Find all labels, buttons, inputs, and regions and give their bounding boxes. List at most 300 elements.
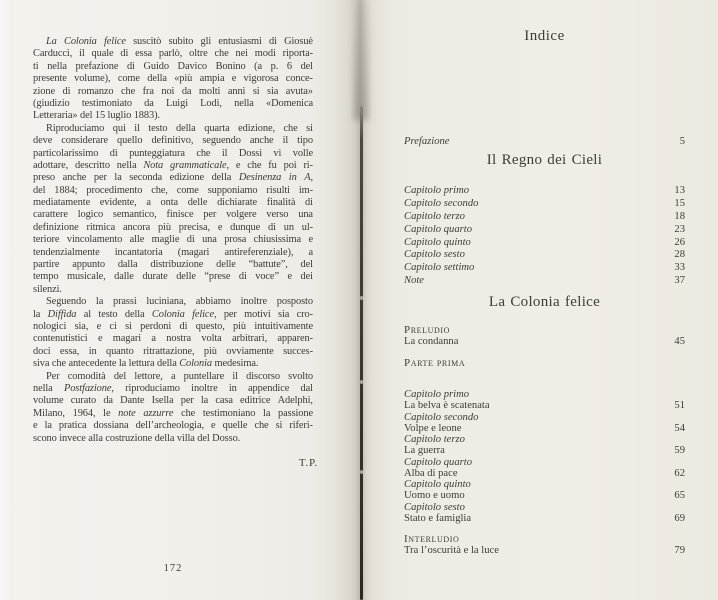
text-run: preso [33, 172, 56, 184]
text-run: di [268, 221, 276, 233]
text-run: quello [117, 135, 143, 147]
word [33, 247, 100, 259]
text-run: ovviamente [226, 345, 274, 357]
page-number: 23 [674, 223, 685, 235]
word [146, 197, 151, 209]
text-run: La [46, 36, 57, 47]
text-run: Letteraria» del 15 luglio 1883). [33, 110, 160, 122]
word [289, 420, 313, 432]
word [204, 123, 229, 135]
text-run: passione [278, 407, 313, 419]
word [239, 148, 262, 160]
word [255, 48, 276, 60]
toc-group [404, 457, 685, 479]
text-run: vi [273, 147, 282, 159]
text-run: questo, [195, 320, 225, 332]
text-run: di [109, 147, 118, 159]
text-run: presente [33, 73, 67, 85]
text-run: di [120, 48, 129, 60]
paragraph-line [33, 73, 313, 85]
text-run: nella [116, 159, 137, 171]
word [166, 98, 188, 110]
text-run: che [214, 48, 229, 60]
word [94, 172, 107, 184]
word [168, 36, 193, 48]
text-run: Seguendo [46, 296, 87, 308]
word [78, 209, 103, 221]
text-run: Bonino [215, 60, 246, 72]
word [63, 172, 87, 184]
text-run: dichiarate [217, 197, 258, 209]
text-run: la [95, 296, 104, 308]
word [33, 73, 67, 85]
toc-prefazione-row [404, 136, 685, 147]
text-run: il [221, 147, 228, 159]
text-run: di [269, 36, 277, 47]
word [117, 135, 142, 147]
text-run: descritto [75, 159, 110, 171]
word [181, 395, 194, 407]
word [75, 321, 89, 333]
text-run: Isella [151, 395, 174, 407]
toc-row [404, 198, 685, 211]
word [143, 408, 173, 420]
text-run: il [282, 135, 289, 147]
word [182, 86, 192, 98]
paragraph-line [33, 247, 313, 259]
stitch-mark [360, 380, 363, 384]
text-run: deve [33, 135, 53, 147]
word [92, 48, 114, 60]
text-run: contenutistici [33, 333, 88, 345]
word [33, 259, 59, 271]
text-run: qui [112, 122, 126, 134]
text-run: una [298, 209, 313, 221]
text-run: la [114, 172, 122, 184]
page-number: 62 [674, 467, 685, 479]
text-run: intuitivamente [254, 320, 313, 332]
word [123, 222, 150, 234]
text-run: e [308, 234, 313, 246]
page-number: 26 [674, 236, 685, 248]
text-run: per [93, 172, 107, 184]
word [129, 172, 162, 184]
word [68, 371, 106, 383]
text-run: ancora [123, 221, 151, 233]
text-run: parlò, [158, 48, 183, 60]
text-run: avuta» [285, 85, 313, 97]
text-run: sia, [74, 320, 89, 332]
chapter-label: Capitolo primo [404, 389, 470, 400]
toc-row [404, 185, 685, 198]
chapter-title: La guerra [404, 445, 445, 456]
text-run: una [202, 234, 217, 246]
word [297, 135, 313, 147]
text-run: particolarissimo [33, 147, 99, 159]
word [283, 346, 313, 358]
word [269, 36, 277, 48]
word [33, 408, 65, 420]
paragraph-line [33, 333, 313, 345]
chapter-label: Preludio [404, 324, 451, 336]
text-run: della [211, 172, 232, 184]
toc-row [404, 237, 685, 250]
word [212, 172, 232, 184]
text-run: della [124, 308, 145, 320]
toc-row [404, 336, 685, 347]
word [110, 148, 118, 160]
paragraph-line [33, 296, 313, 308]
text-run: essa, [59, 345, 80, 357]
text-run: nei [235, 48, 248, 60]
text-run: conce- [285, 73, 313, 85]
word [33, 271, 58, 283]
text-run: risulti [266, 184, 290, 196]
word [103, 408, 110, 420]
word [283, 135, 289, 147]
text-run: fra [142, 85, 154, 97]
word [59, 420, 87, 432]
text-run: Colonia [63, 36, 97, 47]
word [75, 160, 110, 172]
page-number: 37 [674, 275, 685, 287]
word [234, 98, 254, 110]
word [143, 160, 163, 172]
word [179, 222, 210, 234]
word [224, 247, 293, 259]
word [192, 309, 216, 321]
word [125, 321, 132, 333]
word [118, 73, 140, 85]
text-run: nologici [33, 320, 67, 332]
paragraph-line [33, 209, 313, 221]
word [135, 48, 152, 60]
word [226, 346, 273, 358]
word [33, 209, 68, 221]
text-run: riferi- [289, 420, 313, 432]
text-run: nella [234, 97, 254, 109]
word [161, 197, 179, 209]
word [133, 36, 161, 48]
text-run: appunto [72, 259, 106, 271]
text-run: inoltre [240, 296, 268, 308]
word [284, 36, 313, 48]
word [113, 209, 157, 221]
word [134, 371, 162, 383]
word [94, 420, 129, 432]
word [67, 234, 122, 246]
word [73, 408, 96, 420]
word [143, 86, 154, 98]
word [236, 160, 241, 172]
text-run: volle [292, 147, 313, 159]
text-run: anche [249, 135, 274, 147]
text-run: curato [70, 395, 97, 407]
chapter-title: Tra l’oscurità e la luce [404, 544, 499, 556]
text-run: Carducci, [33, 48, 73, 60]
toc-group [404, 502, 685, 524]
word [218, 36, 261, 48]
text-run: del [300, 259, 313, 271]
word [115, 247, 163, 259]
toc-group [404, 479, 685, 501]
word [178, 61, 207, 73]
toc-row [404, 468, 685, 479]
text-run: della [147, 73, 167, 85]
word [104, 36, 126, 48]
word [255, 271, 279, 283]
text-run: succes- [283, 345, 313, 357]
word [226, 209, 256, 221]
text-run: che [283, 122, 298, 134]
text-run: definizione [33, 221, 79, 233]
toc-group [404, 325, 685, 347]
page-number: 33 [674, 262, 685, 274]
text-run: mediatamente [33, 197, 91, 209]
word [47, 61, 67, 73]
text-run: grammaticale [170, 159, 227, 171]
word [191, 383, 217, 395]
word [302, 222, 313, 234]
word [150, 259, 203, 271]
chapter-label: Interludio [404, 532, 460, 545]
text-run: nostra [166, 333, 192, 345]
word [232, 333, 267, 345]
text-run: im- [298, 184, 313, 196]
word [222, 148, 228, 160]
word [33, 172, 55, 184]
word [181, 408, 195, 420]
paragraph-line [33, 433, 313, 445]
text-run: nella [47, 60, 67, 72]
word [200, 73, 225, 85]
text-run: (giudizio [33, 97, 70, 109]
word [33, 86, 55, 98]
word [268, 160, 276, 172]
text-run: che, [151, 184, 168, 196]
text-run: (a [254, 60, 263, 72]
text-run: durate [142, 271, 168, 283]
text-run: tendenzialmente [33, 246, 100, 258]
word [98, 309, 117, 321]
word [229, 383, 237, 395]
word [33, 321, 66, 333]
word [232, 371, 238, 383]
word [254, 61, 262, 73]
text-run: il [79, 48, 85, 60]
text-run: Luigi [165, 97, 188, 109]
word [215, 395, 232, 407]
word [201, 395, 208, 407]
text-run: al [83, 308, 92, 320]
word [232, 73, 237, 85]
part-label: Parte prima [404, 357, 466, 369]
word [208, 185, 258, 197]
text-run: Colonia [151, 308, 185, 320]
section-header-regno: Il Regno dei Cieli [486, 152, 603, 168]
word [100, 197, 137, 209]
paragraph-line [33, 123, 313, 135]
chapter-title: La condanna [404, 336, 459, 347]
text-run: puntellare [183, 370, 225, 382]
text-run: modi [254, 48, 276, 60]
text-run: per [203, 209, 217, 221]
word [146, 296, 186, 308]
text-run: anche [62, 172, 87, 184]
word [33, 148, 98, 160]
text-run: prassi [112, 296, 137, 308]
word [140, 321, 171, 333]
word [33, 48, 72, 60]
word [277, 296, 313, 308]
text-run: delle [187, 197, 208, 209]
text-run: la [44, 420, 52, 432]
text-run: «più [174, 73, 193, 85]
word [217, 197, 257, 209]
word [33, 346, 51, 358]
word [166, 333, 191, 345]
text-run: , [226, 159, 230, 171]
word [284, 160, 297, 172]
paragraph-line [33, 420, 313, 432]
toc-row [404, 513, 685, 524]
word [46, 296, 86, 308]
word [289, 172, 297, 184]
paragraph-line [33, 408, 313, 420]
word [267, 197, 296, 209]
text-run: e [231, 73, 237, 85]
text-run: dal [300, 382, 313, 394]
text-run: casa [215, 395, 233, 407]
word [134, 123, 140, 135]
text-run: che [254, 420, 269, 432]
paragraph-line [33, 160, 313, 172]
text-run: del [300, 60, 313, 72]
word [78, 86, 114, 98]
word [204, 346, 217, 358]
text-run: ti [33, 60, 39, 72]
text-run: quarta [204, 122, 230, 134]
word [248, 383, 289, 395]
text-run: testo [148, 122, 168, 134]
word [266, 209, 288, 221]
text-run: e [211, 420, 216, 432]
paragraph-line [33, 148, 313, 160]
word [276, 420, 283, 432]
text-run: Desinenza [238, 172, 282, 184]
text-run: medesima. [212, 358, 259, 370]
text-run: discorso [246, 370, 280, 382]
text-run: la [200, 395, 209, 407]
word [200, 98, 222, 110]
word [161, 86, 174, 98]
text-run: dossiana [93, 420, 129, 432]
text-run: sia [278, 308, 290, 320]
text-run: suscitò [133, 36, 162, 47]
word [144, 98, 154, 110]
word [298, 209, 313, 221]
text-run: Davico [177, 60, 207, 72]
word [46, 36, 57, 48]
text-run: e [287, 271, 292, 283]
text-run: editrice [240, 395, 271, 407]
word [142, 271, 167, 283]
word [152, 234, 180, 246]
text-run: incantatoria [114, 246, 163, 258]
word [113, 296, 137, 308]
text-run: Dossi [238, 147, 263, 159]
text-run: volume [33, 395, 64, 407]
text-run: musicale, [66, 271, 106, 283]
word [244, 73, 279, 85]
word [215, 48, 229, 60]
word [152, 395, 174, 407]
text-run: si [125, 320, 132, 332]
word [300, 271, 312, 283]
text-run: lettore, [134, 370, 163, 382]
word [64, 36, 97, 48]
word [117, 160, 137, 172]
word [297, 309, 313, 321]
paragraph-line [33, 110, 313, 122]
word [152, 309, 185, 321]
word [224, 309, 237, 321]
text-run: che [247, 159, 262, 171]
word [188, 197, 208, 209]
chapter-title: Uomo e uomo [404, 490, 465, 501]
word [250, 135, 274, 147]
toc-row [404, 445, 685, 456]
text-run: dei [300, 271, 313, 283]
word [288, 371, 313, 383]
chapter-label: Capitolo secondo [404, 411, 479, 423]
text-run: voce” [255, 271, 279, 283]
text-run: e [217, 221, 223, 233]
text-run: volgere [226, 209, 257, 221]
page-number: 54 [674, 422, 685, 434]
word [76, 61, 119, 73]
word [216, 259, 236, 271]
toc-row [404, 490, 685, 501]
toc-entry-label: Capitolo secondo [404, 197, 479, 209]
paragraph-line [33, 135, 313, 147]
chapter-label: Capitolo sesto [404, 501, 465, 513]
word [278, 408, 313, 420]
word [240, 395, 270, 407]
word [97, 321, 102, 333]
word [253, 86, 260, 98]
word [263, 408, 270, 420]
word [158, 222, 171, 234]
text-run: scono invece alla costruzione della villa del Dosso. [33, 432, 241, 444]
word [239, 172, 281, 184]
text-run: Dante [120, 395, 145, 407]
text-run: svolto [288, 370, 313, 382]
word [33, 197, 90, 209]
signature: T.P. [298, 457, 318, 469]
page-number: 5 [679, 136, 685, 147]
text-run: partire [33, 259, 60, 271]
word [218, 222, 223, 234]
text-run: silenzi. [33, 283, 62, 295]
right-page [361, 0, 718, 600]
text-run: la [33, 308, 41, 320]
word [203, 408, 255, 420]
text-run: come [176, 184, 199, 196]
text-run: dunque [230, 221, 261, 233]
text-run: da [181, 85, 192, 97]
text-run: più [203, 345, 217, 357]
